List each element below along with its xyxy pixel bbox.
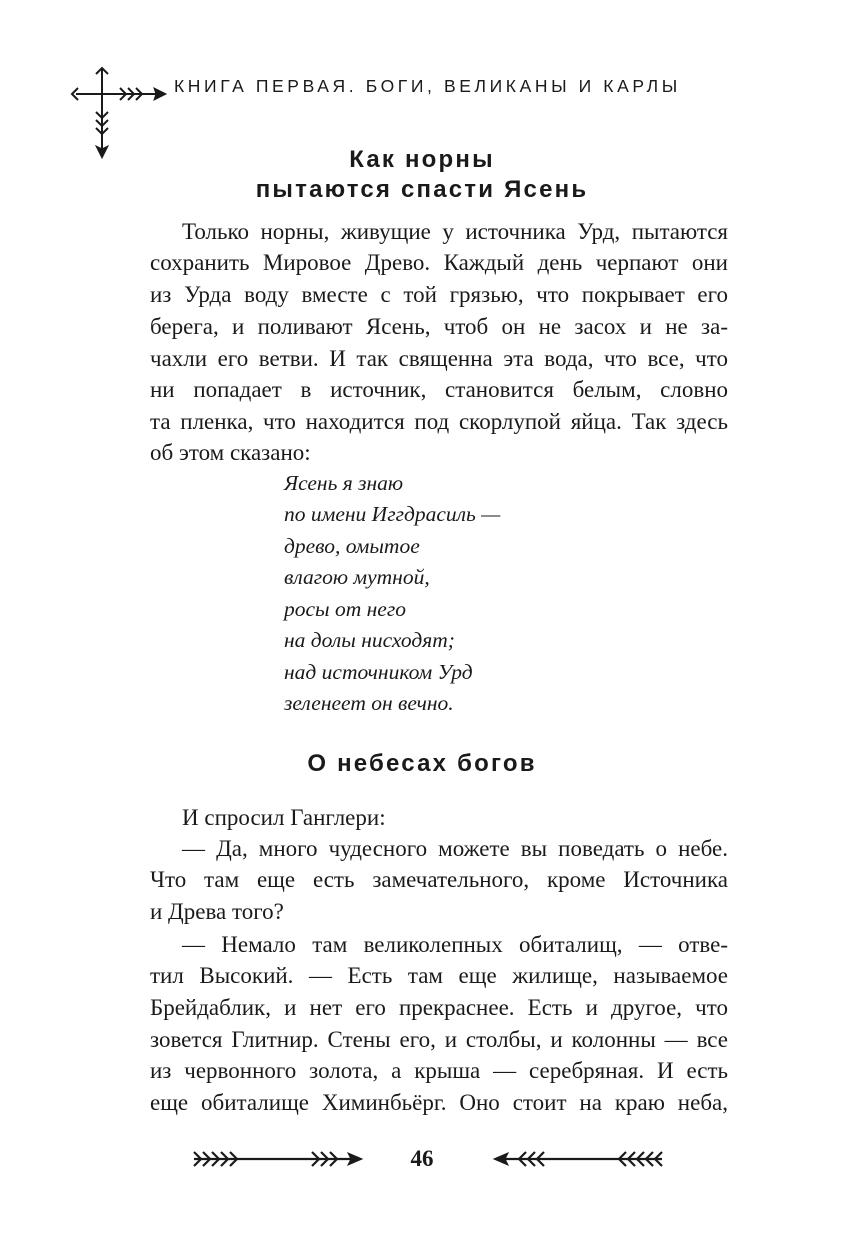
paragraph-line: Брейдаблик, и нет его прекраснее. Есть и другое, что xyxy=(150,995,728,1020)
arrow-right-ornament-icon xyxy=(192,1146,364,1172)
paragraph-line: из червонного золота, а крыша — серебряная. И есть xyxy=(150,1058,728,1083)
paragraph-line: зовется Глитнир. Стены его, и столбы, и колонны — все xyxy=(150,1027,728,1052)
verse-line: по имени Иггдрасиль — xyxy=(284,502,501,526)
paragraph-line: ни попадает в источник, становится белым, словно xyxy=(150,377,728,402)
arrow-left-ornament-icon xyxy=(492,1146,664,1172)
paragraph-line: сохранить Мировое Древо. Каждый день черпают они xyxy=(150,250,728,275)
section-title-line1: Как норны xyxy=(349,146,495,173)
paragraph-line: еще обиталище Химинбьёрг. Оно стоит на краю неба, xyxy=(150,1090,728,1115)
running-head: КНИГА ПЕРВАЯ. БОГИ, ВЕЛИКАНЫ И КАРЛЫ xyxy=(174,76,681,96)
verse-line: на долы нисходят; xyxy=(284,628,455,652)
paragraph-line: — Да, много чудесного можете вы поведать о небе. xyxy=(182,836,728,861)
verse-line: над источником Урд xyxy=(284,660,473,684)
verse-line: росы от него xyxy=(284,597,406,621)
verse-line: древо, омытое xyxy=(284,534,420,558)
paragraph-line: чахли его ветви. И так священна эта вода, что все, что xyxy=(150,346,728,371)
section-title-line2: пытаются спасти Ясень xyxy=(255,176,589,203)
paragraph-line: тил Высокий. — Есть там еще жилище, называемое xyxy=(150,963,728,988)
paragraph-line: и Древа того? xyxy=(150,899,284,924)
verse-line: зеленеет он вечно. xyxy=(284,691,454,715)
page-number: 46 xyxy=(410,1146,434,1171)
paragraph-line: И спросил Ганглери: xyxy=(182,805,386,830)
paragraph-line: берега, и поливают Ясень, чтоб он не засох и не за- xyxy=(150,314,728,339)
paragraph-line: об этом сказано: xyxy=(150,440,311,465)
verse-line: Ясень я знаю xyxy=(284,471,404,495)
paragraph-line: из Урда воду вместе с той грязью, что покрывает его xyxy=(150,282,728,307)
section-title: О небесах богов xyxy=(307,750,537,777)
paragraph-line: — Немало там великолепных обиталищ, — отве- xyxy=(182,932,728,957)
paragraph-line: Только норны, живущие у источника Урд, пытаются xyxy=(182,219,728,244)
paragraph-line: та пленка, что находится под скорлупой яйца. Так здесь xyxy=(150,409,728,434)
paragraph-line: Что там еще есть замечательного, кроме Источника xyxy=(150,867,728,892)
verse-line: влагою мутной, xyxy=(284,565,430,589)
